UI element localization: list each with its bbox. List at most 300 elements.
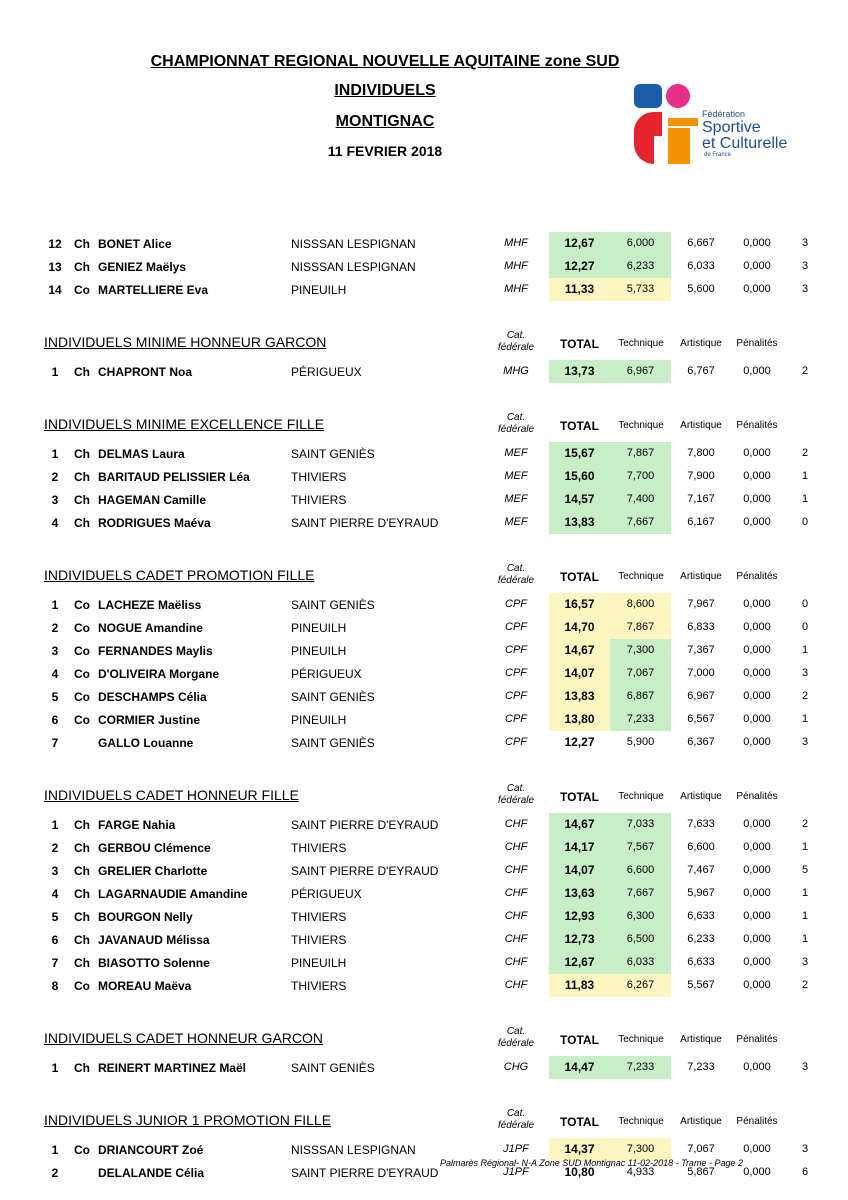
artistique-score: 7,167 bbox=[687, 493, 715, 505]
gymnast-name: FARGE Nahia bbox=[98, 818, 176, 832]
total-score: 12,67 bbox=[549, 951, 610, 974]
club-name: PINEUILH bbox=[291, 644, 347, 658]
penalty-score: 0,000 bbox=[743, 864, 771, 876]
total-score: 14,47 bbox=[549, 1056, 610, 1079]
gymnast-name: REINERT MARTINEZ Maël bbox=[98, 1061, 247, 1075]
cat-federale-header bbox=[490, 563, 542, 587]
rank-cell: 12 bbox=[48, 237, 62, 251]
technique-score: 7,233 bbox=[610, 708, 671, 731]
artistique-score: 7,967 bbox=[687, 598, 715, 610]
total-header: TOTAL bbox=[560, 790, 599, 804]
category-cell: CHF bbox=[504, 910, 528, 922]
level-cell: Co bbox=[74, 690, 90, 704]
artistique-score: 6,167 bbox=[687, 516, 715, 528]
gymnast-name: GRELIER Charlotte bbox=[98, 864, 208, 878]
total-score: 12,73 bbox=[549, 928, 610, 951]
rank-cell: 2 bbox=[51, 1166, 59, 1180]
table-row bbox=[0, 360, 848, 383]
penalty-score: 0,000 bbox=[743, 237, 771, 249]
club-name: PINEUILH bbox=[291, 621, 347, 635]
table-row bbox=[0, 639, 848, 662]
rank-cell: 4 bbox=[51, 887, 59, 901]
artistique-score: 7,233 bbox=[687, 1061, 715, 1073]
artistique-header: Artistique bbox=[680, 1116, 722, 1127]
artistique-score: 6,567 bbox=[687, 713, 715, 725]
gymnast-name: BOURGON Nelly bbox=[98, 910, 193, 924]
penalty-score: 0,000 bbox=[743, 621, 771, 633]
section-gap bbox=[0, 301, 848, 325]
total-score: 14,67 bbox=[549, 639, 610, 662]
table-row bbox=[0, 951, 848, 974]
total-score: 13,73 bbox=[549, 360, 610, 383]
penalites-header: Pénalités bbox=[736, 1034, 778, 1045]
penalty-score: 0,000 bbox=[743, 1061, 771, 1073]
club-name: THIVIERS bbox=[291, 841, 347, 855]
level-cell: Co bbox=[74, 667, 90, 681]
total-score: 13,63 bbox=[549, 882, 610, 905]
rank-cell: 7 bbox=[51, 736, 59, 750]
section-gap bbox=[0, 754, 848, 778]
table-row bbox=[0, 278, 848, 301]
gymnast-name: DRIANCOURT Zoé bbox=[98, 1143, 204, 1157]
technique-header: Technique bbox=[618, 420, 664, 431]
gymnast-name: JAVANAUD Mélissa bbox=[98, 933, 210, 947]
artistique-score: 6,033 bbox=[687, 260, 715, 272]
event-date: 11 FEVRIER 2018 bbox=[327, 143, 443, 159]
club-name: SAINT GENIÈS bbox=[291, 736, 375, 750]
penalty-score: 0,000 bbox=[743, 956, 771, 968]
gymnast-name: MARTELLIERE Eva bbox=[98, 283, 209, 297]
total-score: 13,83 bbox=[549, 511, 610, 534]
category-cell: CHF bbox=[504, 841, 528, 853]
penalites-header: Pénalités bbox=[736, 791, 778, 802]
cat-label: Cat. bbox=[506, 1026, 526, 1037]
table-row bbox=[0, 511, 848, 534]
category-cell: MHF bbox=[504, 260, 528, 272]
rank-cell: 2 bbox=[51, 841, 59, 855]
level-cell: Co bbox=[74, 598, 90, 612]
gymnast-name: GERBOU Clémence bbox=[98, 841, 211, 855]
team-number: 2 bbox=[801, 690, 809, 702]
penalites-header: Pénalités bbox=[736, 1116, 778, 1127]
club-name: PINEUILH bbox=[291, 956, 347, 970]
level-cell: Ch bbox=[74, 237, 90, 251]
technique-score: 7,567 bbox=[610, 836, 671, 859]
rank-cell: 2 bbox=[51, 621, 59, 635]
federale-label: fédérale bbox=[497, 424, 535, 435]
penalty-score: 0,000 bbox=[743, 470, 771, 482]
technique-score: 7,233 bbox=[610, 1056, 671, 1079]
artistique-score: 7,367 bbox=[687, 644, 715, 656]
table-row bbox=[0, 255, 848, 278]
gymnast-name: RODRIGUES Maéva bbox=[98, 516, 211, 530]
table-row bbox=[0, 928, 848, 951]
category-cell: MEF bbox=[504, 493, 528, 505]
technique-score: 6,867 bbox=[610, 685, 671, 708]
table-row bbox=[0, 488, 848, 511]
artistique-header: Artistique bbox=[680, 571, 722, 582]
penalty-score: 0,000 bbox=[743, 979, 771, 991]
club-name: THIVIERS bbox=[291, 979, 347, 993]
total-score: 10,80 bbox=[564, 1165, 595, 1179]
team-number: 0 bbox=[801, 598, 809, 610]
club-name: NISSSAN LESPIGNAN bbox=[291, 237, 416, 251]
level-cell: Co bbox=[74, 283, 90, 297]
artistique-score: 5,567 bbox=[687, 979, 715, 991]
gymnast-name: DELALANDE Célia bbox=[98, 1166, 205, 1180]
gymnast-name: HAGEMAN Camille bbox=[98, 493, 207, 507]
section-title: INDIVIDUELS CADET HONNEUR GARCON bbox=[44, 1030, 324, 1046]
rank-cell: 3 bbox=[51, 864, 59, 878]
total-score: 11,33 bbox=[549, 278, 610, 301]
table-row bbox=[0, 662, 848, 685]
team-number: 1 bbox=[801, 644, 809, 656]
technique-header: Technique bbox=[618, 338, 664, 349]
level-cell: Ch bbox=[74, 365, 90, 379]
total-header: TOTAL bbox=[560, 570, 599, 584]
category-cell: CHF bbox=[504, 979, 528, 991]
technique-score: 6,600 bbox=[610, 859, 671, 882]
total-header: TOTAL bbox=[560, 1033, 599, 1047]
club-name: PÉRIGUEUX bbox=[291, 887, 362, 901]
cat-federale-header bbox=[490, 1026, 542, 1050]
club-name: PINEUILH bbox=[291, 283, 347, 297]
artistique-score: 6,633 bbox=[687, 910, 715, 922]
rank-cell: 8 bbox=[51, 979, 59, 993]
team-number: 2 bbox=[801, 447, 809, 459]
club-name: SAINT PIERRE D'EYRAUD bbox=[291, 516, 439, 530]
team-number: 3 bbox=[801, 667, 809, 679]
section-gap bbox=[0, 383, 848, 407]
technique-score: 6,033 bbox=[610, 951, 671, 974]
rank-cell: 4 bbox=[51, 516, 59, 530]
artistique-score: 7,067 bbox=[687, 1143, 715, 1155]
cat-federale-header bbox=[490, 412, 542, 436]
gymnast-name: D'OLIVEIRA Morgane bbox=[98, 667, 220, 681]
total-score: 13,80 bbox=[549, 708, 610, 731]
level-cell: Co bbox=[74, 644, 90, 658]
artistique-score: 7,467 bbox=[687, 864, 715, 876]
page-title: CHAMPIONNAT REGIONAL NOUVELLE AQUITAINE zone SUD bbox=[150, 53, 620, 70]
rank-cell: 1 bbox=[51, 818, 59, 832]
artistique-score: 6,767 bbox=[687, 365, 715, 377]
technique-score: 7,067 bbox=[610, 662, 671, 685]
gymnast-name: LACHEZE Maëliss bbox=[98, 598, 202, 612]
penalty-score: 0,000 bbox=[743, 283, 771, 295]
total-score: 11,83 bbox=[549, 974, 610, 997]
penalites-header: Pénalités bbox=[736, 420, 778, 431]
artistique-score: 6,600 bbox=[687, 841, 715, 853]
section-title: INDIVIDUELS JUNIOR 1 PROMOTION FILLE bbox=[44, 1112, 332, 1128]
cat-label: Cat. bbox=[506, 563, 526, 574]
level-cell: Co bbox=[74, 713, 90, 727]
technique-score: 7,400 bbox=[610, 488, 671, 511]
penalty-score: 0,000 bbox=[743, 493, 771, 505]
gymnast-name: NOGUE Amandine bbox=[98, 621, 203, 635]
category-cell: CHF bbox=[504, 818, 528, 830]
total-score: 12,67 bbox=[549, 232, 610, 255]
level-cell: Co bbox=[74, 621, 90, 635]
total-score: 14,37 bbox=[549, 1138, 610, 1161]
club-name: NISSSAN LESPIGNAN bbox=[291, 260, 416, 274]
level-cell: Ch bbox=[74, 1061, 90, 1075]
gymnast-name: BONET Alice bbox=[98, 237, 172, 251]
category-cell: CPF bbox=[505, 667, 527, 679]
technique-score: 7,867 bbox=[610, 616, 671, 639]
technique-header: Technique bbox=[618, 1116, 664, 1127]
section-header bbox=[0, 558, 848, 593]
team-number: 1 bbox=[801, 493, 809, 505]
level-cell: Ch bbox=[74, 447, 90, 461]
total-score: 16,57 bbox=[549, 593, 610, 616]
rank-cell: 5 bbox=[51, 690, 59, 704]
technique-score: 4,933 bbox=[626, 1166, 655, 1178]
logo-line-1: Fédération bbox=[702, 109, 746, 119]
level-cell: Ch bbox=[74, 887, 90, 901]
technique-score: 6,000 bbox=[610, 232, 671, 255]
section-title: INDIVIDUELS CADET PROMOTION FILLE bbox=[44, 567, 315, 583]
team-number: 1 bbox=[801, 887, 809, 899]
gymnast-name: BIASOTTO Solenne bbox=[98, 956, 210, 970]
penalty-score: 0,000 bbox=[743, 736, 771, 748]
team-number: 0 bbox=[801, 621, 809, 633]
section-header bbox=[0, 407, 848, 442]
rank-cell: 3 bbox=[51, 493, 59, 507]
technique-score: 7,033 bbox=[610, 813, 671, 836]
technique-header: Technique bbox=[618, 791, 664, 802]
category-cell: CPF bbox=[505, 644, 527, 656]
penalty-score: 0,000 bbox=[743, 841, 771, 853]
club-name: SAINT PIERRE D'EYRAUD bbox=[291, 818, 439, 832]
section-header bbox=[0, 1103, 848, 1138]
federale-label: fédérale bbox=[497, 1120, 535, 1131]
cat-label: Cat. bbox=[506, 1108, 526, 1119]
table-row bbox=[0, 882, 848, 905]
team-number: 2 bbox=[801, 818, 809, 830]
technique-score: 5,733 bbox=[610, 278, 671, 301]
category-cell: MEF bbox=[504, 447, 528, 459]
total-score: 15,67 bbox=[549, 442, 610, 465]
technique-score: 8,600 bbox=[610, 593, 671, 616]
artistique-header: Artistique bbox=[680, 420, 722, 431]
artistique-score: 6,367 bbox=[687, 736, 715, 748]
penalty-score: 0,000 bbox=[743, 667, 771, 679]
category-cell: CHF bbox=[504, 887, 528, 899]
total-header: TOTAL bbox=[560, 337, 599, 351]
technique-score: 6,300 bbox=[610, 905, 671, 928]
category-cell: MHG bbox=[503, 365, 529, 377]
penalites-header: Pénalités bbox=[736, 338, 778, 349]
artistique-score: 7,000 bbox=[687, 667, 715, 679]
penalty-score: 0,000 bbox=[743, 690, 771, 702]
technique-header: Technique bbox=[618, 1034, 664, 1045]
artistique-score: 6,633 bbox=[687, 956, 715, 968]
level-cell: Ch bbox=[74, 260, 90, 274]
artistique-score: 6,833 bbox=[687, 621, 715, 633]
technique-score: 6,233 bbox=[610, 255, 671, 278]
federale-label: fédérale bbox=[497, 1038, 535, 1049]
penalty-score: 0,000 bbox=[743, 644, 771, 656]
level-cell: Ch bbox=[74, 841, 90, 855]
section-gap bbox=[0, 1079, 848, 1103]
category-cell: CPF bbox=[505, 690, 527, 702]
penalty-score: 0,000 bbox=[743, 260, 771, 272]
penalty-score: 0,000 bbox=[743, 447, 771, 459]
category-cell: MEF bbox=[504, 470, 528, 482]
team-number: 1 bbox=[801, 933, 809, 945]
level-cell: Ch bbox=[74, 818, 90, 832]
penalty-score: 0,000 bbox=[743, 365, 771, 377]
team-number: 3 bbox=[801, 1143, 809, 1155]
level-cell: Ch bbox=[74, 470, 90, 484]
category-cell: J1PF bbox=[503, 1166, 529, 1178]
cat-federale-header bbox=[490, 1108, 542, 1132]
page-footer: Palmarès Régional- N-A Zone SUD Montignac 11-02-2018 - Trame - Page 2 bbox=[440, 1158, 743, 1168]
table-row bbox=[0, 974, 848, 997]
category-cell: CHF bbox=[504, 956, 528, 968]
category-cell: CPF bbox=[505, 736, 527, 748]
artistique-score: 6,967 bbox=[687, 690, 715, 702]
rank-cell: 1 bbox=[51, 1143, 59, 1157]
rank-cell: 4 bbox=[51, 667, 59, 681]
logo-line-4: de France bbox=[704, 152, 732, 158]
table-row bbox=[0, 442, 848, 465]
gymnast-name: DELMAS Laura bbox=[98, 447, 185, 461]
artistique-header: Artistique bbox=[680, 791, 722, 802]
category-cell: MEF bbox=[504, 516, 528, 528]
technique-score: 6,267 bbox=[610, 974, 671, 997]
rank-cell: 1 bbox=[51, 598, 59, 612]
team-number: 1 bbox=[801, 910, 809, 922]
team-number: 3 bbox=[801, 956, 809, 968]
cat-label: Cat. bbox=[506, 412, 526, 423]
total-header: TOTAL bbox=[560, 1115, 599, 1129]
rank-cell: 1 bbox=[51, 1061, 59, 1075]
artistique-score: 6,233 bbox=[687, 933, 715, 945]
team-number: 2 bbox=[801, 365, 809, 377]
event-location: MONTIGNAC bbox=[335, 113, 435, 130]
club-name: THIVIERS bbox=[291, 933, 347, 947]
category-cell: CHF bbox=[504, 864, 528, 876]
total-score: 14,57 bbox=[549, 488, 610, 511]
team-number: 5 bbox=[801, 864, 809, 876]
category-cell: CHF bbox=[504, 933, 528, 945]
penalty-score: 0,000 bbox=[743, 1143, 771, 1155]
table-row bbox=[0, 836, 848, 859]
logo-line-3: et Culturelle bbox=[702, 135, 788, 152]
total-score: 14,07 bbox=[549, 859, 610, 882]
table-row bbox=[0, 859, 848, 882]
technique-score: 6,967 bbox=[610, 360, 671, 383]
club-name: NISSSAN LESPIGNAN bbox=[291, 1143, 416, 1157]
category-cell: MHF bbox=[504, 237, 528, 249]
club-name: SAINT GENIÈS bbox=[291, 598, 375, 612]
table-row bbox=[0, 905, 848, 928]
gymnast-name: CHAPRONT Noa bbox=[98, 365, 193, 379]
technique-score: 7,667 bbox=[610, 511, 671, 534]
category-cell: CPF bbox=[505, 713, 527, 725]
technique-score: 7,300 bbox=[610, 1138, 671, 1161]
category-cell: CHG bbox=[503, 1061, 529, 1073]
table-row bbox=[0, 465, 848, 488]
category-cell: CPF bbox=[505, 598, 527, 610]
gymnast-name: MOREAU Maëva bbox=[98, 979, 192, 993]
artistique-score: 5,600 bbox=[687, 283, 715, 295]
total-score: 12,27 bbox=[549, 255, 610, 278]
rank-cell: 6 bbox=[51, 933, 59, 947]
penalty-score: 0,000 bbox=[743, 516, 771, 528]
level-cell: Ch bbox=[74, 864, 90, 878]
category-cell: J1PF bbox=[503, 1143, 529, 1155]
section-gap bbox=[0, 997, 848, 1021]
level-cell: Ch bbox=[74, 933, 90, 947]
club-name: THIVIERS bbox=[291, 470, 347, 484]
penalty-score: 0,000 bbox=[743, 598, 771, 610]
team-number: 6 bbox=[801, 1166, 809, 1178]
penalty-score: 0,000 bbox=[743, 713, 771, 725]
cat-label: Cat. bbox=[506, 783, 526, 794]
artistique-score: 5,967 bbox=[687, 887, 715, 899]
technique-score: 5,900 bbox=[626, 736, 655, 748]
section-title: INDIVIDUELS MINIME HONNEUR GARCON bbox=[44, 334, 327, 350]
page-subtitle: INDIVIDUELS bbox=[334, 82, 436, 99]
federale-label: fédérale bbox=[497, 795, 535, 806]
penalty-score: 0,000 bbox=[743, 933, 771, 945]
club-name: SAINT GENIÈS bbox=[291, 447, 375, 461]
rank-cell: 1 bbox=[51, 447, 59, 461]
club-name: PÉRIGUEUX bbox=[291, 667, 362, 681]
team-number: 1 bbox=[801, 841, 809, 853]
rank-cell: 5 bbox=[51, 910, 59, 924]
total-score: 15,60 bbox=[549, 465, 610, 488]
total-header: TOTAL bbox=[560, 419, 599, 433]
rank-cell: 14 bbox=[48, 283, 62, 297]
section-header bbox=[0, 1021, 848, 1056]
team-number: 3 bbox=[801, 1061, 809, 1073]
gymnast-name: CORMIER Justine bbox=[98, 713, 201, 727]
technique-score: 7,667 bbox=[610, 882, 671, 905]
table-row bbox=[0, 708, 848, 731]
table-row bbox=[0, 593, 848, 616]
level-cell: Co bbox=[74, 979, 90, 993]
level-cell: Ch bbox=[74, 516, 90, 530]
total-score: 14,70 bbox=[549, 616, 610, 639]
total-score: 14,07 bbox=[549, 662, 610, 685]
federale-label: fédérale bbox=[497, 575, 535, 586]
artistique-score: 7,900 bbox=[687, 470, 715, 482]
club-name: SAINT GENIÈS bbox=[291, 1061, 375, 1075]
section-header bbox=[0, 778, 848, 813]
team-number: 0 bbox=[801, 516, 809, 528]
artistique-score: 7,800 bbox=[687, 447, 715, 459]
fscf-logo-text bbox=[702, 110, 787, 158]
penalty-score: 0,000 bbox=[743, 887, 771, 899]
cat-federale-header bbox=[490, 783, 542, 807]
gymnast-name: DESCHAMPS Célia bbox=[98, 690, 207, 704]
penalty-score: 0,000 bbox=[743, 910, 771, 922]
total-score: 14,67 bbox=[549, 813, 610, 836]
technique-score: 7,867 bbox=[610, 442, 671, 465]
section-title: INDIVIDUELS CADET HONNEUR FILLE bbox=[44, 787, 299, 803]
rank-cell: 7 bbox=[51, 956, 59, 970]
penalty-score: 0,000 bbox=[743, 818, 771, 830]
logo-line-2: Sportive bbox=[702, 119, 761, 136]
cat-label: Cat. bbox=[506, 330, 526, 341]
rank-cell: 13 bbox=[48, 260, 62, 274]
total-score: 14,17 bbox=[549, 836, 610, 859]
team-number: 3 bbox=[801, 736, 809, 748]
level-cell: Ch bbox=[74, 910, 90, 924]
